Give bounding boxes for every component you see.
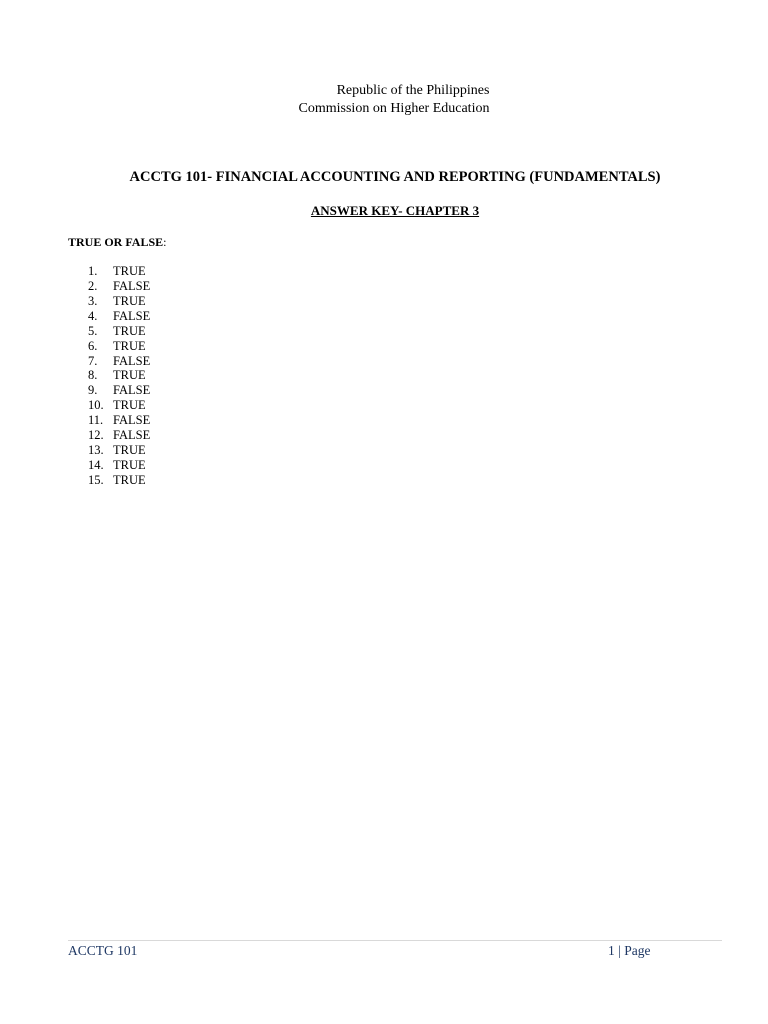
header-republic: Republic of the Philippines [336,83,490,98]
answer-number: 13. [88,443,104,458]
answer-value: TRUE [113,457,146,472]
answer-value: TRUE [113,264,146,278]
answer-item [88,443,150,458]
answer-key-title: ANSWER KEY- CHAPTER 3 [310,203,480,218]
answer-number: 10. [88,398,104,413]
answer-item [88,428,150,443]
course-title: ACCTG 101- FINANCIAL ACCOUNTING AND REPORTING (FUNDAMENTALS) [129,169,661,185]
answer-item [88,368,150,383]
answer-value: TRUE [113,293,146,308]
footer-divider [68,940,722,941]
answer-value: TRUE [113,443,146,458]
footer-course-code: ACCTG 101 [68,943,138,958]
answer-number: 11. [88,413,104,428]
section-label-text: TRUE OR FALSE [68,235,164,249]
answer-number: 4. [88,308,98,323]
answer-value: TRUE [113,472,146,487]
footer-page-number: 1 | Page [608,943,651,958]
answer-value: TRUE [113,368,146,383]
document-header [0,82,768,118]
answer-value: FALSE [113,278,151,293]
answer-number: 12. [88,428,104,443]
answer-item [88,398,150,413]
answer-item [88,413,150,428]
answer-value: FALSE [113,353,151,368]
answer-value: FALSE [113,428,151,443]
answer-value: FALSE [113,308,151,323]
answer-value: TRUE [113,338,146,353]
answer-number: 9. [88,383,98,398]
answer-number: 8. [88,368,98,383]
answer-item [88,458,150,473]
answer-item [88,324,150,339]
answer-item [88,339,150,354]
answer-number: 7. [88,353,98,368]
section-label-colon: : [163,235,167,249]
answer-value: FALSE [113,413,151,428]
answer-number: 1. [88,264,98,278]
answer-number: 6. [88,338,98,353]
answer-item [88,354,150,369]
answer-item [88,279,150,294]
answer-number: 14. [88,457,104,472]
header-commission: Commission on Higher Education [298,101,490,116]
answer-value: FALSE [113,383,151,398]
answer-item [88,383,150,398]
answer-item [88,294,150,309]
answer-value: TRUE [113,398,146,413]
answer-item [88,473,150,488]
answer-list [88,264,150,488]
answer-item [88,309,150,324]
answer-number: 3. [88,293,98,308]
answer-number: 2. [88,278,98,293]
answer-value: TRUE [113,323,146,338]
answer-number: 5. [88,323,98,338]
answer-number: 15. [88,472,104,487]
section-label [68,235,166,250]
answer-item [88,264,150,279]
